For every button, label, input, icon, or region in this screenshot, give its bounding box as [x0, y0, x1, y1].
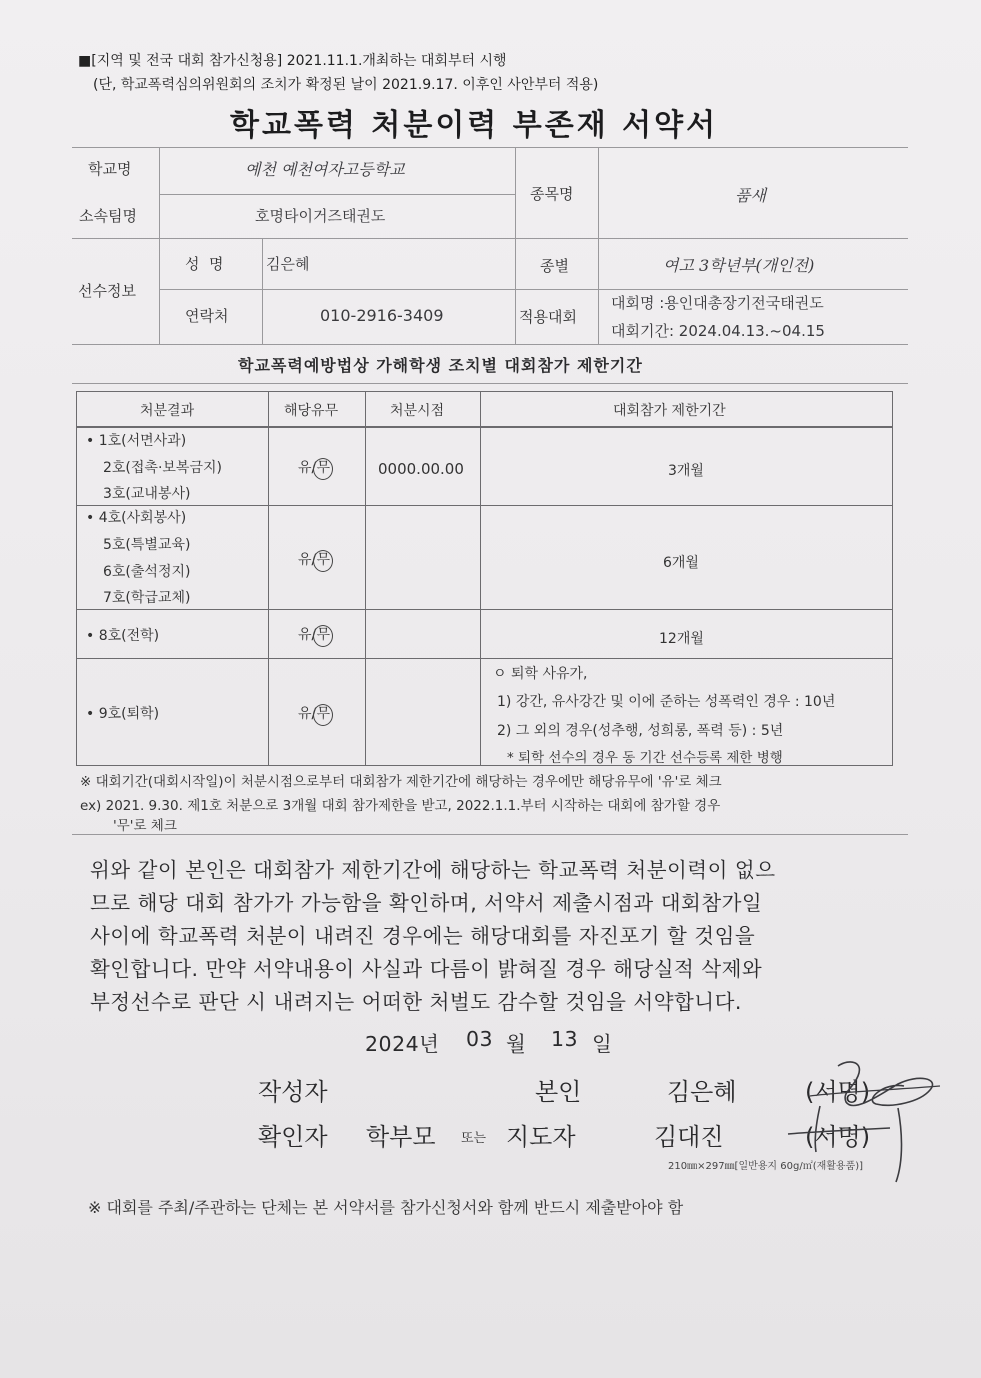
disposition-item: • 8호(전학) — [86, 628, 160, 644]
writer-name: 김은혜 — [667, 1078, 737, 1106]
signature-scribble — [780, 1100, 940, 1190]
pledge-line: 위와 같이 본인은 대회참가 제한기간에 해당하는 학교폭력 처분이력이 없으 — [90, 858, 776, 882]
date-month-label: 월 — [506, 1032, 527, 1056]
expulsion-note-line: 1) 강간, 유사강간 및 이에 준하는 성폭력인 경우 : 10년 — [497, 694, 836, 710]
header-line-2: (단, 학교폭력심의위원회의 조치가 확정된 날이 2021.9.17. 이후인 사안부터 적용) — [93, 77, 599, 93]
pledge-line: 확인합니다. 만약 서약내용이 사실과 다름이 밝혀질 경우 해당실적 삭제와 — [90, 957, 763, 981]
note-3: '무'로 체크 — [113, 818, 177, 834]
date-month-value: 03 — [466, 1027, 494, 1051]
school-label: 학교명 — [88, 160, 132, 178]
event-value: 품새 — [735, 186, 766, 205]
disposition-item: 5호(특별교육) — [103, 537, 191, 553]
applicable-check — [298, 703, 333, 726]
no-option-circled: 무 — [313, 458, 333, 480]
expulsion-note-line: * 퇴학 선수의 경우 동 기간 선수등록 제한 병행 — [507, 750, 783, 766]
no-option-circled: 무 — [313, 550, 333, 572]
info-table-col-line — [515, 147, 516, 344]
sign-label-2: (서명) — [805, 1123, 871, 1151]
restriction-period: 12개월 — [659, 631, 704, 647]
contact-label: 연락처 — [185, 307, 229, 325]
expulsion-note-line: 2) 그 외의 경우(성추행, 성희롱, 폭력 등) : 5년 — [497, 723, 784, 739]
writer-label: 작성자 — [258, 1078, 328, 1106]
col-header-date: 처분시점 — [390, 403, 445, 419]
date-day-label: 일 — [592, 1032, 613, 1056]
disposition-item: 2호(접촉·보복금지) — [103, 460, 222, 476]
notes-rule — [72, 834, 908, 835]
info-table-bottom-border — [72, 344, 908, 345]
expulsion-note-line: ㅇ 퇴학 사유가, — [493, 666, 588, 682]
no-option-circled: 무 — [313, 704, 333, 726]
self-label: 본인 — [535, 1078, 582, 1106]
disposition-item: 6호(출석정지) — [103, 564, 191, 580]
col-header-limit: 대회참가 제한기간 — [613, 403, 726, 419]
sign-label: (서명) — [805, 1078, 871, 1106]
coach-label: 지도자 — [506, 1123, 576, 1151]
team-value: 호명타이거즈태권도 — [255, 207, 386, 225]
parent-label: 학부모 — [366, 1123, 436, 1151]
table-row-rule — [76, 658, 893, 659]
table-row-rule — [76, 505, 893, 506]
info-table-divider — [160, 289, 908, 290]
pledge-line: 부정선수로 판단 시 내려지는 어떠한 처벌도 감수할 것임을 서약합니다. — [90, 990, 742, 1014]
subtitle-rule — [72, 383, 908, 384]
applied-period: 대회기간: 2024.04.13.~04.15 — [611, 322, 825, 340]
disposition-item: • 1호(서면사과) — [86, 433, 187, 449]
no-option-circled: 무 — [313, 625, 333, 647]
pledge-line: 사이에 학교폭력 처분이 내려진 경우에는 해당대회를 자진포기 할 것임을 — [90, 924, 756, 948]
pledge-line: 므로 해당 대회 참가가 가능함을 확인하며, 서약서 제출시점과 대회참가일 — [90, 891, 763, 915]
table-col-rule — [365, 391, 366, 765]
restriction-period: 3개월 — [668, 463, 704, 479]
table-col-rule — [480, 391, 481, 765]
disposition-item: 3호(교내봉사) — [103, 486, 191, 502]
school-value: 예천 예천여자고등학교 — [245, 160, 405, 179]
table-header-rule — [76, 426, 893, 428]
info-table-divider — [160, 194, 515, 195]
confirmer-name: 김대진 — [654, 1123, 724, 1151]
document-title: 학교폭력 처분이력 부존재 서약서 — [230, 108, 719, 143]
yes-option: 유/ — [298, 552, 317, 568]
info-table-divider — [72, 238, 908, 239]
yes-option: 유/ — [298, 460, 317, 476]
info-table-col-line — [598, 147, 599, 344]
disposition-item: • 4호(사회봉사) — [86, 510, 187, 526]
info-table-col-line — [262, 238, 263, 344]
division-value: 여고 3학년부(개인전) — [663, 256, 815, 275]
applicable-check — [298, 624, 333, 647]
date-year: 2024년 — [365, 1032, 440, 1056]
paper-spec: 210㎜×297㎜[일반용지 60g/㎡(재활용품)] — [668, 1161, 864, 1172]
or-label: 또는 — [461, 1131, 487, 1146]
event-label: 종목명 — [530, 185, 574, 203]
date-day-value: 13 — [551, 1027, 579, 1051]
info-table-col-line — [159, 147, 160, 344]
disposition-item: 7호(학급교체) — [103, 590, 191, 606]
applicable-check — [298, 549, 333, 572]
table-row-rule — [76, 609, 893, 610]
disposition-date: 0000.00.00 — [378, 460, 464, 478]
note-2: ex) 2021. 9.30. 제1호 처분으로 3개월 대회 참가제한을 받고, 2022.1.1.부터 시작하는 대회에 참가할 경우 — [80, 798, 721, 814]
header-line-1: ■[지역 및 전국 대회 참가신청용] 2021.11.1.개최하는 대회부터 시행 — [78, 53, 507, 69]
applicable-check — [298, 457, 333, 480]
disposition-item: • 9호(퇴학) — [86, 706, 160, 722]
restriction-subtitle: 학교폭력예방법상 가해학생 조치별 대회참가 제한기간 — [238, 356, 643, 375]
yes-option: 유/ — [298, 627, 317, 643]
team-label: 소속팀명 — [79, 207, 137, 225]
applied-name: 대회명 :용인대총장기전국태권도 — [611, 294, 824, 312]
division-label: 종별 — [540, 257, 569, 275]
player-info-label: 선수정보 — [78, 282, 136, 300]
restriction-period: 6개월 — [663, 555, 699, 571]
confirmer-label: 확인자 — [258, 1123, 328, 1151]
yes-option: 유/ — [298, 706, 317, 722]
col-header-applicable: 해당유무 — [284, 403, 339, 419]
name-value: 김은혜 — [266, 255, 310, 273]
note-1: ※ 대회기간(대회시작일)이 처분시점으로부터 대회참가 제한기간에 해당하는 경우에만 해당유무에 '유'로 체크 — [80, 774, 722, 790]
contact-value: 010-2916-3409 — [320, 306, 444, 325]
info-table-top-border — [72, 147, 908, 148]
applied-label: 적용대회 — [519, 308, 577, 326]
col-header-result: 처분결과 — [140, 403, 195, 419]
name-label: 성 명 — [185, 255, 224, 273]
table-col-rule — [268, 391, 269, 765]
footer-notice: ※ 대회를 주최/주관하는 단체는 본 서약서를 참가신청서와 함께 반드시 제출받아야 함 — [88, 1198, 684, 1217]
